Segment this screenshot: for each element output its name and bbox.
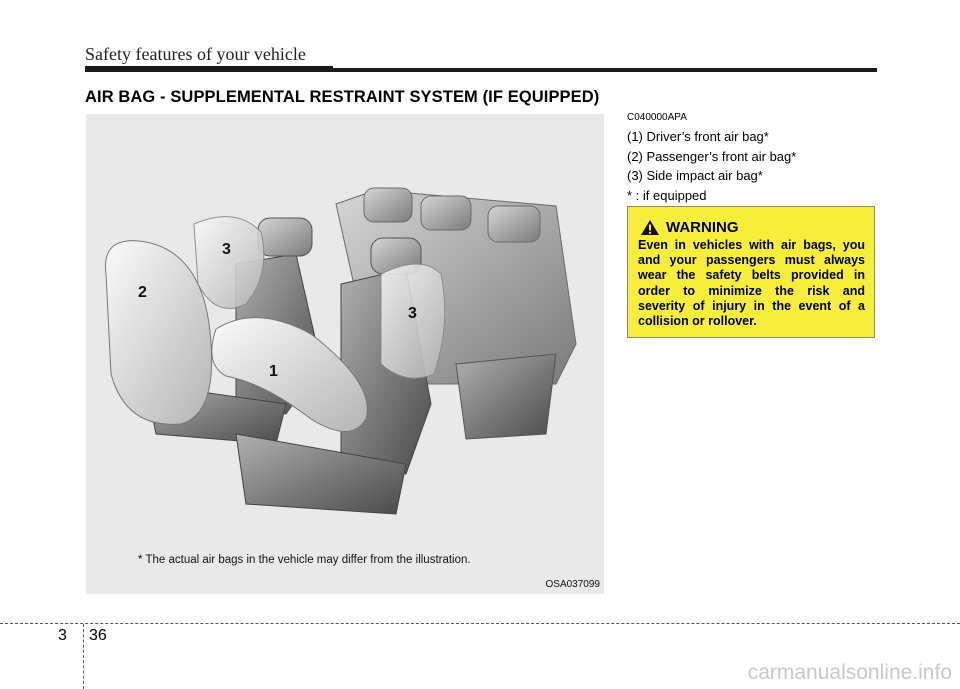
- header-rule: [85, 68, 877, 72]
- airbag-illustration: [86, 114, 604, 594]
- document-code: C040000APA: [627, 112, 687, 123]
- warning-triangle-icon: [640, 219, 660, 236]
- legend-item: (1) Driver’s front air bag*: [627, 129, 769, 144]
- legend-item: (2) Passenger’s front air bag*: [627, 148, 797, 164]
- section-title: AIR BAG - SUPPLEMENTAL RESTRAINT SYSTEM (IF EQUIPPED): [85, 88, 600, 106]
- chapter-number: 3: [58, 627, 67, 644]
- legend-item: (3) Side impact air bag*: [627, 168, 763, 183]
- header-rule-thick: [85, 66, 333, 72]
- warning-header: [640, 219, 865, 236]
- rear-headrest-mid: [421, 196, 471, 230]
- callout-3-front: 3: [222, 241, 231, 258]
- callout-2: 2: [138, 284, 147, 301]
- page-number: 36: [89, 627, 107, 644]
- footer-rule: [0, 623, 960, 624]
- page-header-title: Safety features of your vehicle: [85, 44, 306, 64]
- rear-headrest-left: [364, 188, 412, 222]
- watermark: carmanualsonline.info: [747, 661, 952, 684]
- legend-footnote: * : if equipped: [627, 187, 707, 203]
- rear-headrest-right: [488, 206, 540, 242]
- passenger-headrest: [258, 218, 312, 256]
- callout-3-rear: 3: [408, 305, 417, 322]
- airbag-legend: [627, 127, 796, 205]
- passenger-front-airbag: [106, 241, 212, 425]
- callout-1: 1: [269, 363, 278, 380]
- warning-text: Even in vehicles with air bags, you and your passengers must always wear the safety belts provided in order to minimize the risk and severity of injury in the event of a collision or rollover.: [638, 238, 865, 329]
- warning-box: [627, 206, 875, 338]
- figure-code: OSA037099: [545, 579, 600, 590]
- footer-vertical-rule: [83, 624, 84, 689]
- rear-cushion: [456, 354, 556, 439]
- airbag-seats-drawing: [86, 114, 604, 594]
- figure-note: * The actual air bags in the vehicle may differ from the illustration.: [138, 554, 471, 566]
- warning-label: WARNING: [666, 219, 739, 236]
